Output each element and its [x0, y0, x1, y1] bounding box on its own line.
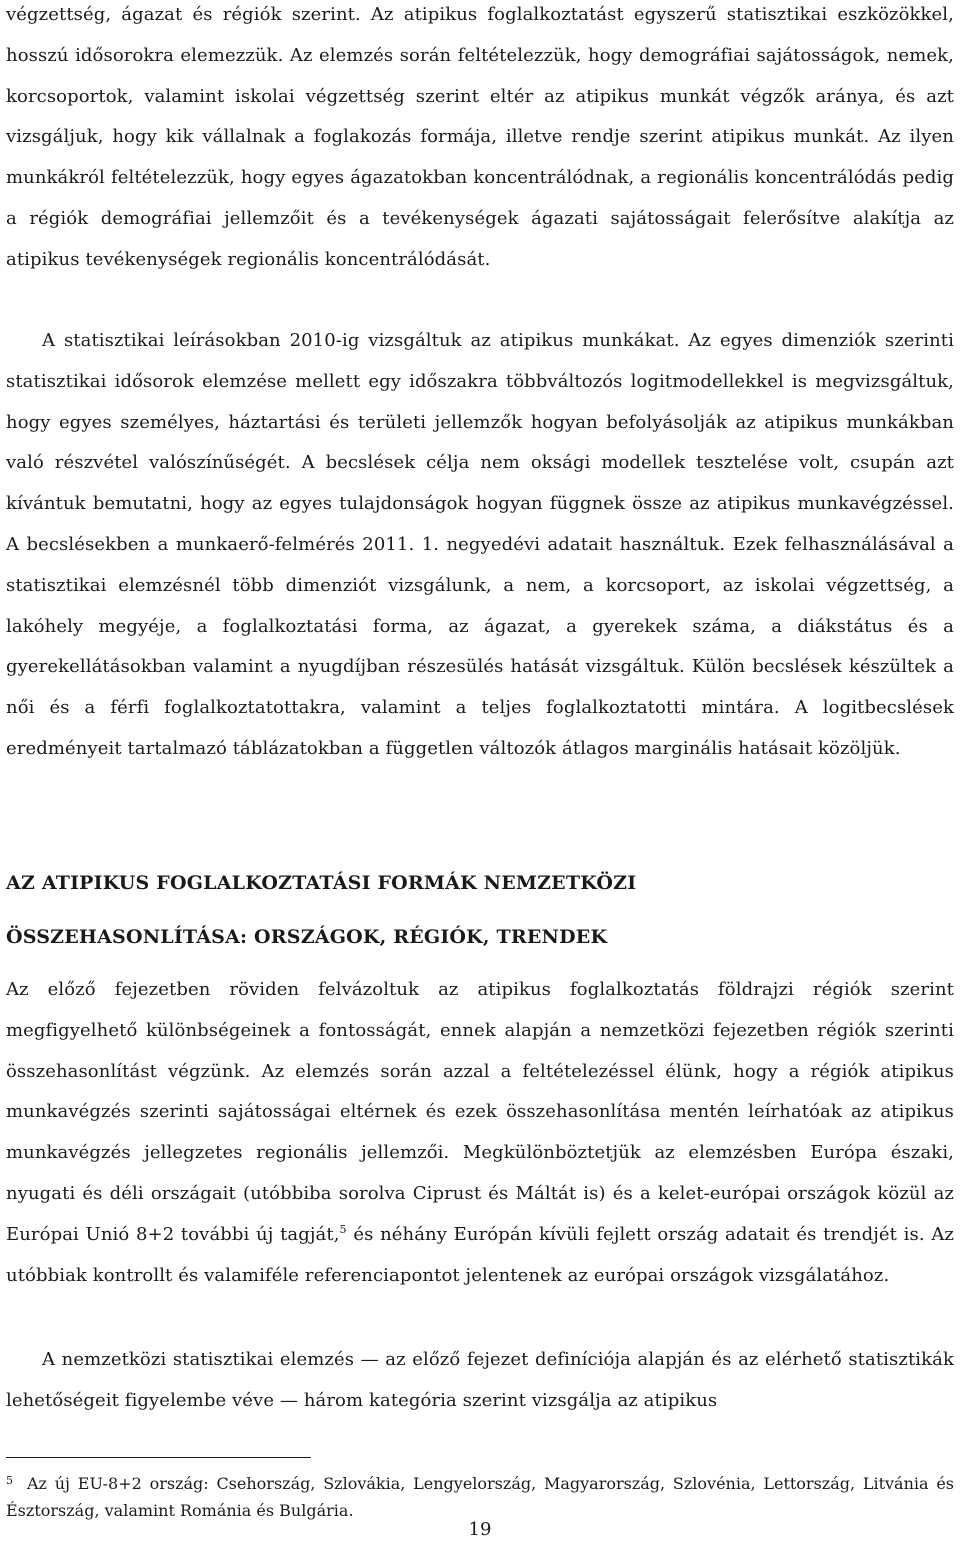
footnote-text: Az új EU-8+2 ország: Csehország, Szlovákia, Lengyelország, Magyarország, Szlovénia, Lettország, Litvánia és Észtország, valamint Románia és Bulgária. — [6, 1474, 954, 1520]
body-paragraph-3 — [6, 970, 954, 1296]
section-heading-line-1: AZ ATIPIKUS FOGLALKOZTATÁSI FORMÁK NEMZETKÖZI — [6, 872, 637, 894]
body-paragraph-2: A statisztikai leírásokban 2010-ig vizsgáltuk az atipikus munkákat. Az egyes dimenziók szerinti statisztikai idősorok elemzése mellett egy időszakra többváltozós logitmodellekkel is megvizsgáltuk, hogy egyes személyes, háztartási és területi jellemzők hogyan befolyásolják az atipikus munkákban való részvétel valószínűségét. A becslések célja nem oksági modellek tesztelése volt, csupán azt kívántuk bemutatni, hogy az egyes tulajdonságok hogyan függnek össze az atipikus munkavégzéssel. A becslésekben a munkaerő-felmérés 2011. 1. negyedévi adatait használtuk. Ezek felhasználásával a statisztikai elemzésnél több dimenziót vizsgálunk, a nem, a korcsoport, az iskolai végzettség, a lakóhely megyéje, a foglalkoztatási forma, az ágazat, a gyerekek száma, a diákstátus és a gyerekellátásokban valamint a nyugdíjban részesülés hatását vizsgáltuk. Külön becslések készültek a női és a férfi foglalkoztatottakra, valamint a teljes foglalkoztatotti mintára. A logitbecslések eredményeit tartalmazó táblázatokban a független változók átlagos marginális hatásait közöljük. — [6, 330, 954, 759]
paragraph-3-text-end: és néhány Európán kívüli fejlett ország adatait és trendjét is. Az utóbbiak kontrollt és valamiféle referenciapontot jelentenek az európai országok vizsgálatához. — [6, 1223, 955, 1286]
footnote-separator — [6, 1457, 311, 1458]
page-number: 19 — [468, 1519, 492, 1540]
footnote — [6, 1467, 954, 1524]
body-paragraph-4: A nemzetközi statisztikai elemzés — az előző fejezet definíciója alapján és az elérhető statisztikák lehetőségeit figyelembe véve — három kategória szerint vizsgálja az atipikus — [6, 1349, 954, 1411]
footnote-reference[interactable]: 5 — [339, 1222, 347, 1236]
paragraph-3-text-start: Az előző fejezetben röviden felvázoltuk az atipikus foglalkoztatás földrajzi régiók szerint megfigyelhető különbségeinek a fontosságát, ennek alapján a nemzetközi fejezetben régiók szerinti összehasonlítást végzünk. Az elemzés során azzal a feltételezéssel élünk, hogy a régiók atipikus munkavégzés szerinti sajátosságai eltérnek és ezek összehasonlítása mentén leírhatóak az atipikus munkavégzés jellegzetes regionális jellemzői. Megkülönböztetjük az elemzésben Európa északi, nyugati és déli országait (utóbbiba sorolva Ciprust és Máltát is) és a kelet-európai országok közül az Európai Unió 8+2 további új tagját, — [6, 979, 954, 1245]
section-heading-line-2: ÖSSZEHASONLÍTÁSA: ORSZÁGOK, RÉGIÓK, TRENDEK — [6, 926, 608, 948]
footnote-mark: 5 — [6, 1474, 13, 1487]
body-paragraph-1: végzettség, ágazat és régiók szerint. Az atipikus foglalkoztatást egyszerű statisztikai eszközökkel, hosszú idősorokra elemezzük. Az elemzés során feltételezzük, hogy demográfiai sajátosságok, nemek, korcsoportok, valamint iskolai végzettség szerint eltér az atipikus munkát végzők aránya, és azt vizsgáljuk, hogy kik vállalnak a foglakozás formája, illetve rendje szerint atipikus munkát. Az ilyen munkákról feltételezzük, hogy egyes ágazatokban koncentrálódnak, a regionális koncentrálódás pedig a régiók demográfiai jellemzőit és a tevékenységek ágazati sajátosságait felerősítve alakítja az atipikus tevékenységek regionális koncentrálódását. — [6, 4, 954, 270]
